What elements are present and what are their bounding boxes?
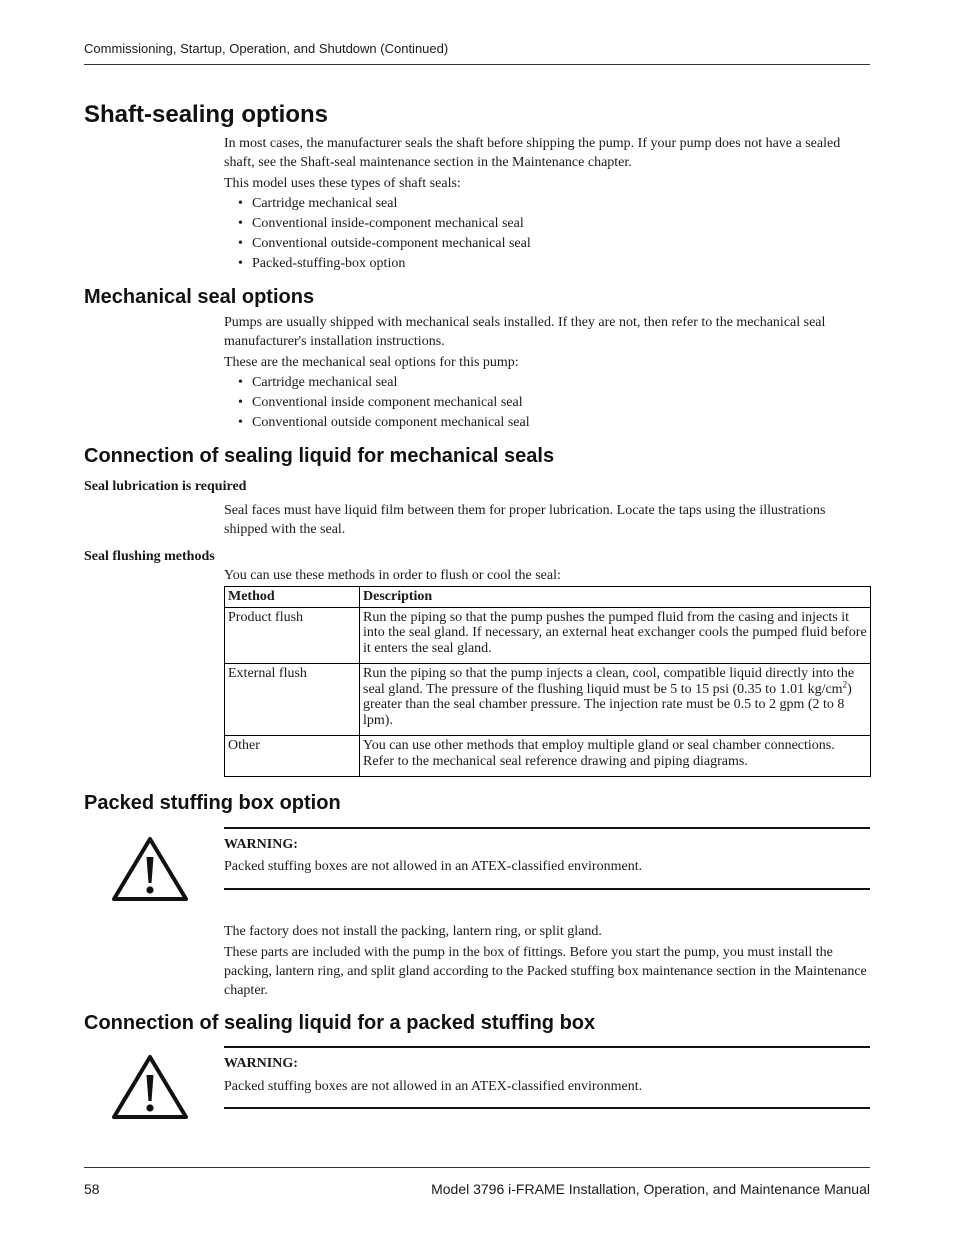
footer-rule <box>84 1167 870 1168</box>
list-item: • Packed-stuffing-box option <box>224 254 531 274</box>
warning-triangle-icon <box>110 1053 190 1121</box>
list-item: • Conventional inside-component mechanical seal <box>224 214 531 234</box>
list-item: • Conventional inside component mechanical seal <box>224 393 530 413</box>
warning-rule-top <box>224 827 870 829</box>
list-item: • Cartridge mechanical seal <box>224 194 531 214</box>
table-cell-method: External flush <box>225 664 360 736</box>
shaft-paragraph-1: In most cases, the manufacturer seals the shaft before shipping the pump. If your pump does not have a sealed shaft, see the Shaft-seal maintenance section in the Maintenance chapter. <box>224 136 841 170</box>
description-text-b: ) greater than the seal chamber pressure. The injection rate must be 0.5 to 2 gpm (2 to 8 lpm). <box>363 681 852 728</box>
flushing-intro: You can use these methods in order to flush or cool the seal: <box>224 568 561 583</box>
list-item: • Conventional outside-component mechanical seal <box>224 234 531 254</box>
warning-text: Packed stuffing boxes are not allowed in an ATEX-classified environment. <box>224 859 643 874</box>
packed-paragraph-2: These parts are included with the pump in the box of fittings. Before you start the pump, you must install the packing, lantern ring, and split gland according to the Packed stuffing box maintenance section in the Maintenance chapter. <box>224 945 867 998</box>
table-cell-description: Run the piping so that the pump pushes the pumped fluid from the casing and injects it into the seal gland. If necessary, an external heat exchanger cools the pumped fluid before it enters the seal gland. <box>360 607 871 664</box>
section-title-connection-mechanical: Connection of sealing liquid for mechanical seals <box>84 445 555 467</box>
table-row <box>225 736 871 777</box>
warning-text: Packed stuffing boxes are not allowed in an ATEX-classified environment. <box>224 1079 643 1094</box>
subheading-seal-flushing: Seal flushing methods <box>84 549 215 564</box>
shaft-paragraph-2: This model uses these types of shaft seals: <box>224 176 461 191</box>
column-header-description: Description <box>360 587 871 608</box>
warning-triangle-icon <box>110 835 190 903</box>
running-head: Commissioning, Startup, Operation, and Shutdown (Continued) <box>84 41 449 56</box>
table-cell-method: Product flush <box>225 607 360 664</box>
mech-paragraph-1: Pumps are usually shipped with mechanical seals installed. If they are not, then refer to the mechanical seal manufacturer's installation instructions. <box>224 315 826 349</box>
warning-rule-top <box>224 1046 870 1048</box>
shaft-seal-list <box>224 194 531 274</box>
description-text-a: Run the piping so that the pump injects a clean, cool, compatible liquid directly into the seal gland. The pressure of the flushing liquid must be 5 to 15 psi (0.35 to 1.01 kg/cm <box>363 666 855 697</box>
lubrication-paragraph: Seal faces must have liquid film between them for proper lubrication. Locate the taps using the illustrations shipped with the seal. <box>224 503 826 537</box>
list-item: • Cartridge mechanical seal <box>224 373 530 393</box>
seal-flushing-table <box>224 586 871 777</box>
table-cell-description: You can use other methods that employ multiple gland or seal chamber connections. Refer to the mechanical seal reference drawing and piping diagrams. <box>360 736 871 777</box>
warning-title: WARNING: <box>224 837 298 852</box>
mech-paragraph-2: These are the mechanical seal options for this pump: <box>224 355 519 370</box>
table-header-row <box>225 587 871 608</box>
list-item: • Conventional outside component mechanical seal <box>224 413 530 433</box>
table-row <box>225 607 871 664</box>
subheading-seal-lubrication: Seal lubrication is required <box>84 479 247 494</box>
warning-title: WARNING: <box>224 1056 298 1071</box>
section-title-connection-packed: Connection of sealing liquid for a packed stuffing box <box>84 1012 596 1034</box>
warning-rule-bottom <box>224 888 870 890</box>
column-header-method: Method <box>225 587 360 608</box>
superscript: 2 <box>842 678 848 689</box>
section-title-packed-stuffing-box: Packed stuffing box option <box>84 792 341 814</box>
section-title-shaft-sealing: Shaft-sealing options <box>84 101 329 128</box>
packed-paragraph-1: The factory does not install the packing, lantern ring, or split gland. <box>224 924 602 939</box>
warning-rule-bottom <box>224 1107 870 1109</box>
mech-seal-list <box>224 373 530 433</box>
table-cell-method: Other <box>225 736 360 777</box>
table-row <box>225 664 871 736</box>
table-cell-description <box>360 664 871 736</box>
page-number: 58 <box>84 1181 100 1197</box>
section-title-mechanical-seal: Mechanical seal options <box>84 286 315 308</box>
manual-title: Model 3796 i-FRAME Installation, Operation, and Maintenance Manual <box>431 1181 870 1197</box>
header-rule <box>84 64 870 65</box>
